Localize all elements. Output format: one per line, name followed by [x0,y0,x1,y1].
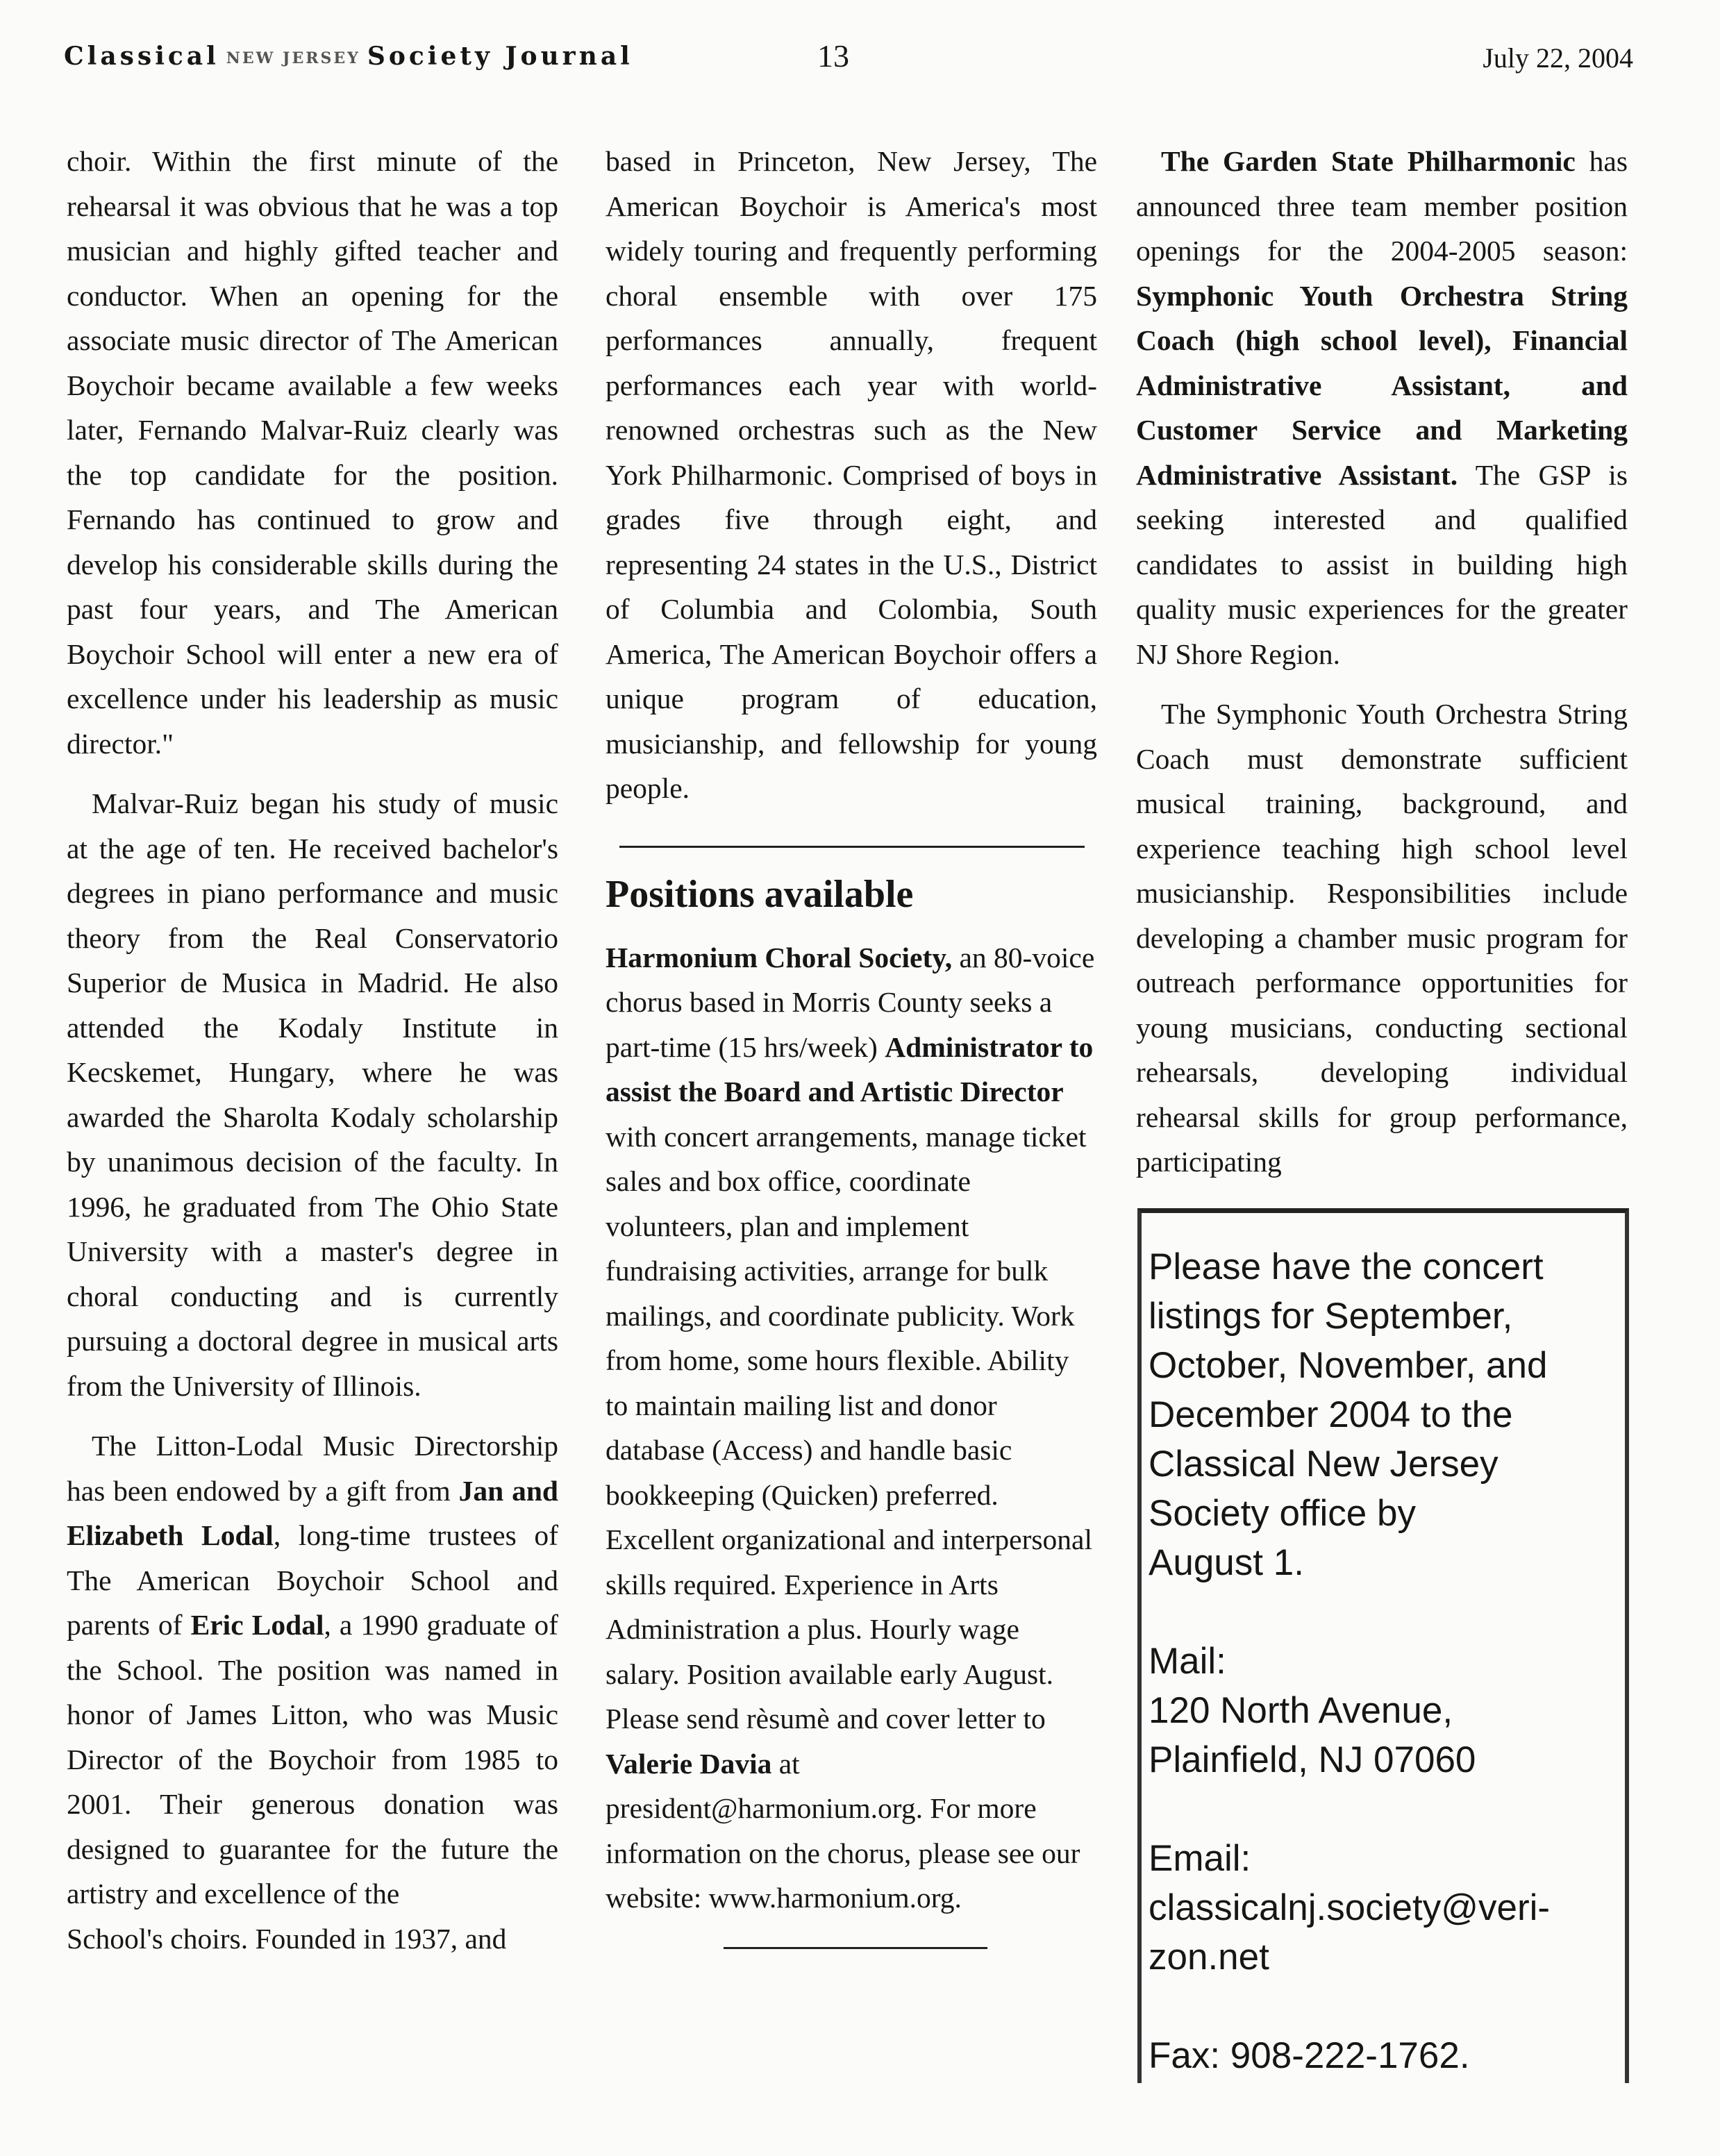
section-divider [619,846,1085,848]
issue-date: July 22, 2004 [1483,42,1633,74]
donor-names: Jan and Elizabeth Lodal [67,1474,558,1551]
notice-line: Society office by [1149,1493,1416,1534]
harmonium-org-name: Harmonium Choral Society, [606,941,953,973]
fax-number: Fax: 908-222-1762. [1149,2035,1470,2076]
email-address-line-2: zon.net [1149,1937,1269,1978]
positions-available-heading: Positions available [606,872,914,916]
masthead-classical: Classical [64,42,219,71]
mail-label: Mail: [1149,1641,1226,1682]
end-divider [724,1947,987,1949]
graduate-name: Eric Lodal [190,1609,324,1641]
boychoir-article-paragraph-3: The Litton-Lodal Music Directorship has been endowed by a gift from Jan and Elizabeth Lodal, long-time trustees of The American Boychoir School and parents of Eric Lodal, a 1990 graduate of the School. The position was named in honor of James Litton, who was Music Director of the Boychoir from 1985 to 2001. Their generous donation was designed to guarantee for the future the artistry and excellence of the [67,1430,558,1910]
concert-listings-notice [1137,1208,1629,2083]
page-header [64,38,1633,83]
email-label: Email: [1149,1838,1251,1879]
cutoff-line: School's choirs. Founded in 1937, and [67,1922,507,1955]
notice-line: listings for September, [1149,1296,1513,1337]
column-1 [67,139,558,1955]
notice-line: August 1. [1149,1542,1304,1583]
boychoir-article-paragraph-2: Malvar-Ruiz began his study of music at the age of ten. He received bachelor's degrees in piano performance and music theory from the Real Conservatorio Superior de Musica in Madrid. He also attended the Kodaly Institute in Kecskemet, Hungary, where he was awarded the Sharolta Kodaly scholarship by unanimous decision of the faculty. In 1996, he graduated from The Ohio State University with a master's degree in choral conducting and is currently pursuing a doctoral degree in musical arts from the University of Illinois. [67,787,558,1402]
harmonium-listing: Harmonium Choral Society, an 80-voice chorus based in Morris County seeks a part-time (15 hrs/week) Administrator to assist the Board and Artistic Director with concert arrangements, manage ticket sales and box office, coordinate volunteers, plan and implement fundraising activities, arrange for bulk mailings, and coordinate publicity. Work from home, some hours flexible. Ability to maintain mailing list and donor database (Access) and handle basic bookkeeping (Quicken) preferred. Excellent organizational and interpersonal skills required. Experience in Arts Administration a plus. Hourly wage salary. Position available early August. Please send rèsumè and cover letter to Valerie Davia at president@harmonium.org. For more information on the chorus, please see our website: www.harmonium.org. [606,941,1095,1914]
boychoir-article-paragraph-1: choir. Within the first minute of the rehearsal it was obvious that he was a top musician and highly gifted teacher and conductor. When an opening for the associate music director of The American Boychoir became available a few weeks later, Fernando Malvar-Ruiz clearly was the top candidate for the position. Fernando has continued to grow and develop his considerable skills during the past four years, and The American Boychoir School will enter a new era of excellence under his leadership as music director." [67,145,558,760]
mail-address-line-2: Plainfield, NJ 07060 [1149,1739,1476,1780]
column-3 [1136,139,1628,1185]
gsp-org-name: The Garden State Philharmonic [1161,145,1576,177]
mail-address-line-1: 120 North Avenue, [1149,1690,1453,1731]
gsp-position-titles: Symphonic Youth Orchestra String Coach (high school level), Financial Administrative Assistant, and Customer Service and Marketing Administrative Assistant. [1136,279,1628,491]
harmonium-contact-name: Valerie Davia [606,1747,772,1780]
page-number: 13 [817,38,849,74]
notice-line: Please have the concert [1149,1246,1544,1287]
masthead-society-journal: Society Journal [367,42,633,71]
boychoir-article-continued: based in Princeton, New Jersey, The American Boychoir is America's most widely touring and frequently performing choral ensemble with over 175 performances annually, frequent performances each year with world-renowned orchestras such as the New York Philharmonic. Comprised of boys in grades five through eight, and representing 24 states in the U.S., District of Columbia and Colombia, South America, The American Boychoir offers a unique program of education, musicianship, and fellowship for young people. [606,145,1097,804]
masthead-new-jersey: NEW JERSEY [226,49,360,67]
notice-line: December 2004 to the [1149,1394,1513,1435]
masthead [64,42,633,71]
email-address-line-1: classicalnj.society@veri- [1149,1887,1551,1928]
harmonium-position-title: Administrator to assist the Board and Artistic Director [606,1030,1094,1108]
string-coach-description: The Symphonic Youth Orchestra String Coach must demonstrate sufficient musical training, background, and experience teaching high school level musicianship. Responsibilities include developing a chamber music program for outreach performance opportunities for young musicians, conducting sectional rehearsals, developing individual rehearsal skills for group performance, participating [1136,698,1628,1178]
gsp-listing: The Garden State Philharmonic has announced three team member position openings for the 2004-2005 season: Symphonic Youth Orchestra String Coach (high school level), Financial Administrative Assistant, and Customer Service and Marketing Administrative Assistant. The GSP is seeking interested and qualified candidates to assist in building high quality music experiences for the greater NJ Shore Region. [1136,145,1628,670]
notice-line: October, November, and [1149,1345,1548,1386]
notice-line: Classical New Jersey [1149,1444,1498,1485]
column-2 [606,139,1097,1949]
